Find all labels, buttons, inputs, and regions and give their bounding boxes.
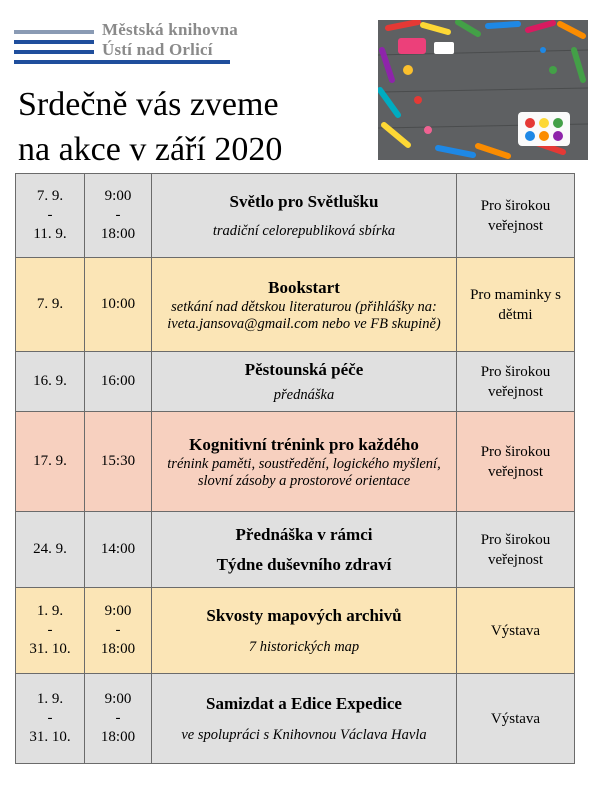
library-name xyxy=(102,20,238,60)
event-title-line2: Týdne duševního zdraví xyxy=(216,554,392,574)
event-row xyxy=(16,412,575,512)
logo-stripe-dark xyxy=(14,40,94,44)
event-row xyxy=(16,258,575,352)
event-title: Skvosty mapových archivů xyxy=(206,606,402,625)
event-time: 16:00 xyxy=(85,352,152,412)
event-time: 14:00 xyxy=(85,512,152,588)
event-date: 1. 9. - 31. 10. xyxy=(16,674,85,764)
event-time: 10:00 xyxy=(85,258,152,352)
event-date: 16. 9. xyxy=(16,352,85,412)
event-description: trénink paměti, soustředění, logického myšlení, slovní zásoby a prostorové orientace xyxy=(167,455,441,489)
logo-underline xyxy=(14,60,230,64)
event-date: 7. 9. - 11. 9. xyxy=(16,174,85,258)
event-time: 15:30 xyxy=(85,412,152,512)
events-table xyxy=(15,173,575,764)
event-title: Kognitivní trénink pro každého xyxy=(189,434,419,454)
event-title: Světlo pro Světlušku xyxy=(229,192,379,211)
event-title: Bookstart xyxy=(268,277,340,297)
event-audience: Pro širokou veřejnost xyxy=(457,174,575,258)
event-date: 17. 9. xyxy=(16,412,85,512)
event-description: setkání nad dětskou literaturou (přihlášky na: iveta.jansova@gmail.com nebo ve FB skupině) xyxy=(167,298,441,332)
event-date: 7. 9. xyxy=(16,258,85,352)
event-info xyxy=(152,352,457,412)
logo-stripes xyxy=(14,30,94,60)
library-name-line2: Ústí nad Orlicí xyxy=(102,40,213,59)
headline-line1: Srdečně vás zveme xyxy=(18,86,279,123)
logo-stripe-light xyxy=(14,30,94,34)
event-audience: Pro širokou veřejnost xyxy=(457,512,575,588)
event-info xyxy=(152,174,457,258)
event-info xyxy=(152,674,457,764)
event-row xyxy=(16,174,575,258)
event-date: 1. 9. - 31. 10. xyxy=(16,588,85,674)
event-info xyxy=(152,412,457,512)
headline-line2: na akce v září 2020 xyxy=(18,131,283,168)
event-description: přednáška xyxy=(273,387,335,403)
event-title: Pěstounská péče xyxy=(244,360,364,379)
event-row xyxy=(16,674,575,764)
event-info xyxy=(152,258,457,352)
event-audience: Výstava xyxy=(457,588,575,674)
event-row xyxy=(16,512,575,588)
event-description: 7 historických map xyxy=(248,639,360,655)
event-audience: Pro širokou veřejnost xyxy=(457,352,575,412)
event-description: ve spolupráci s Knihovnou Václava Havla xyxy=(181,727,427,743)
event-info xyxy=(152,512,457,588)
school-supplies-photo xyxy=(378,20,588,160)
event-title: Samizdat a Edice Expedice xyxy=(206,694,402,713)
event-description: tradiční celorepubliková sbírka xyxy=(212,223,396,239)
event-time: 9:00 - 18:00 xyxy=(85,588,152,674)
event-title-line1: Přednáška v rámci xyxy=(235,524,373,544)
event-row xyxy=(16,352,575,412)
event-date: 24. 9. xyxy=(16,512,85,588)
event-info xyxy=(152,588,457,674)
page-headline xyxy=(18,82,282,172)
logo-stripe-dark xyxy=(14,50,94,54)
event-time: 9:00 - 18:00 xyxy=(85,674,152,764)
event-audience: Pro širokou veřejnost xyxy=(457,412,575,512)
school-supplies-illustration xyxy=(378,20,588,160)
event-time: 9:00 - 18:00 xyxy=(85,174,152,258)
event-row xyxy=(16,588,575,674)
event-audience: Výstava xyxy=(457,674,575,764)
library-logo xyxy=(14,20,254,68)
event-audience: Pro maminky s dětmi xyxy=(457,258,575,352)
library-name-line1: Městská knihovna xyxy=(102,20,238,39)
